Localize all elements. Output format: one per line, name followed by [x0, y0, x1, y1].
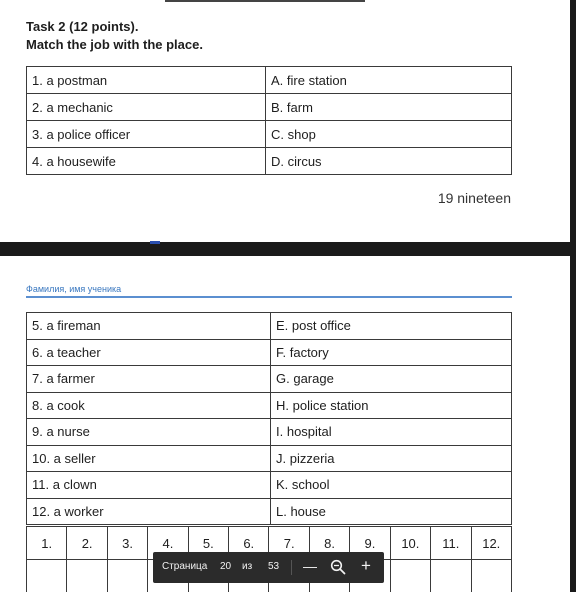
job-cell: 7. a farmer — [27, 366, 271, 393]
matching-table-part-1 — [26, 66, 512, 175]
table-row — [27, 339, 512, 366]
job-cell: 2. a mechanic — [27, 94, 266, 121]
page-gap-marker — [150, 241, 160, 244]
answer-number: 6. — [229, 527, 269, 560]
answer-number: 7. — [269, 527, 309, 560]
answer-number: 11. — [431, 527, 471, 560]
place-cell: D. circus — [266, 148, 512, 175]
place-cell: K. school — [271, 472, 512, 499]
viewer-page-toolbar — [153, 552, 384, 583]
table-row — [27, 498, 512, 525]
job-cell: 12. a worker — [27, 498, 271, 525]
table-row — [27, 67, 512, 94]
table-row — [27, 472, 512, 499]
place-cell: J. pizzeria — [271, 445, 512, 472]
answer-blank-cell — [107, 560, 147, 592]
table-row — [27, 366, 512, 393]
table-row — [27, 94, 512, 121]
table-row — [27, 419, 512, 446]
answer-blank-cell — [431, 560, 471, 592]
place-cell: C. shop — [266, 121, 512, 148]
job-cell: 6. a teacher — [27, 339, 271, 366]
zoom-in-button[interactable]: + — [361, 556, 371, 575]
job-cell: 10. a seller — [27, 445, 271, 472]
student-name-label: Фамилия, имя ученика — [26, 284, 122, 294]
page-label: Страница — [162, 561, 208, 572]
job-cell: 3. a police officer — [27, 121, 266, 148]
table-row — [27, 121, 512, 148]
job-cell: 9. a nurse — [27, 419, 271, 446]
student-name-line — [26, 296, 512, 298]
table-row — [27, 313, 512, 340]
place-cell: I. hospital — [271, 419, 512, 446]
place-cell: A. fire station — [266, 67, 512, 94]
current-page-input[interactable]: 20 — [220, 561, 232, 572]
job-cell: 11. a clown — [27, 472, 271, 499]
answer-number: 3. — [107, 527, 147, 560]
answer-number: 2. — [67, 527, 107, 560]
document-page-20 — [0, 256, 570, 592]
answer-number: 12. — [471, 527, 511, 560]
answer-blank-cell — [390, 560, 430, 592]
page-top-divider — [165, 0, 365, 2]
place-cell: G. garage — [271, 366, 512, 393]
job-cell: 8. a cook — [27, 392, 271, 419]
job-cell: 1. a postman — [27, 67, 266, 94]
answer-number: 5. — [188, 527, 228, 560]
answer-number: 4. — [148, 527, 188, 560]
matching-table-part-2 — [26, 312, 512, 525]
document-page-19 — [0, 0, 570, 242]
zoom-out-button[interactable]: — — [303, 558, 317, 574]
answer-number: 8. — [309, 527, 349, 560]
answer-number: 10. — [390, 527, 430, 560]
answer-blank-cell — [471, 560, 511, 592]
page-number: 19 nineteen — [437, 190, 511, 206]
place-cell: L. house — [271, 498, 512, 525]
table-row — [27, 392, 512, 419]
place-cell: H. police station — [271, 392, 512, 419]
job-cell: 5. a fireman — [27, 313, 271, 340]
answer-blank-cell — [27, 560, 67, 592]
toolbar-divider — [291, 560, 292, 575]
task-instruction: Match the job with the place. — [26, 37, 203, 52]
answer-number: 1. — [27, 527, 67, 560]
answer-number: 9. — [350, 527, 390, 560]
job-cell: 4. a housewife — [27, 148, 266, 175]
total-pages: 53 — [268, 561, 280, 572]
magnifier-icon[interactable] — [330, 559, 346, 575]
place-cell: B. farm — [266, 94, 512, 121]
answer-blank-cell — [67, 560, 107, 592]
of-label: из — [242, 561, 253, 572]
table-row — [27, 148, 512, 175]
table-row — [27, 445, 512, 472]
task-title: Task 2 (12 points). — [26, 19, 139, 34]
place-cell: E. post office — [271, 313, 512, 340]
place-cell: F. factory — [271, 339, 512, 366]
